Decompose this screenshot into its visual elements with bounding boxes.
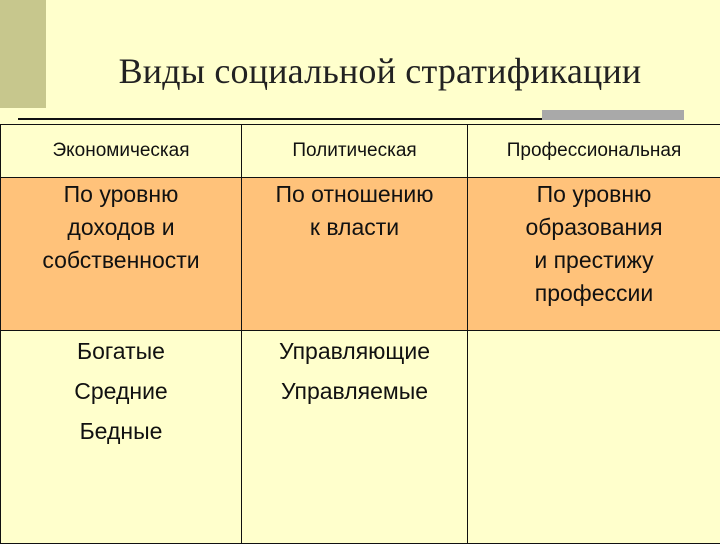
groups-economic xyxy=(1,331,242,544)
header-economic: Экономическая xyxy=(1,125,242,178)
groups-professional xyxy=(468,331,720,544)
decorative-rule-block xyxy=(542,110,684,120)
header-professional: Профессиональная xyxy=(468,125,720,178)
criteria-professional xyxy=(468,178,720,331)
text-line: и престижу xyxy=(468,244,720,277)
text-line: к власти xyxy=(242,211,467,244)
text-line: образования xyxy=(468,211,720,244)
text-line: По уровню xyxy=(1,178,241,211)
table-header-row xyxy=(1,125,720,178)
text-line: По отношению xyxy=(242,178,467,211)
text-line: собственности xyxy=(1,244,241,277)
group-item: Управляющие xyxy=(242,331,467,371)
slide-title: Виды социальной стратификации xyxy=(0,50,720,92)
stratification-table xyxy=(0,124,720,544)
text-line: профессии xyxy=(468,277,720,310)
group-item: Богатые xyxy=(1,331,241,371)
header-political: Политическая xyxy=(242,125,468,178)
group-item: Бедные xyxy=(1,411,241,451)
groups-row xyxy=(1,331,720,544)
text-line: доходов и xyxy=(1,211,241,244)
groups-political xyxy=(242,331,468,544)
criteria-economic xyxy=(1,178,242,331)
text-line: По уровню xyxy=(468,178,720,211)
criteria-row xyxy=(1,178,720,331)
group-item: Средние xyxy=(1,371,241,411)
criteria-political xyxy=(242,178,468,331)
group-item: Управляемые xyxy=(242,371,467,411)
